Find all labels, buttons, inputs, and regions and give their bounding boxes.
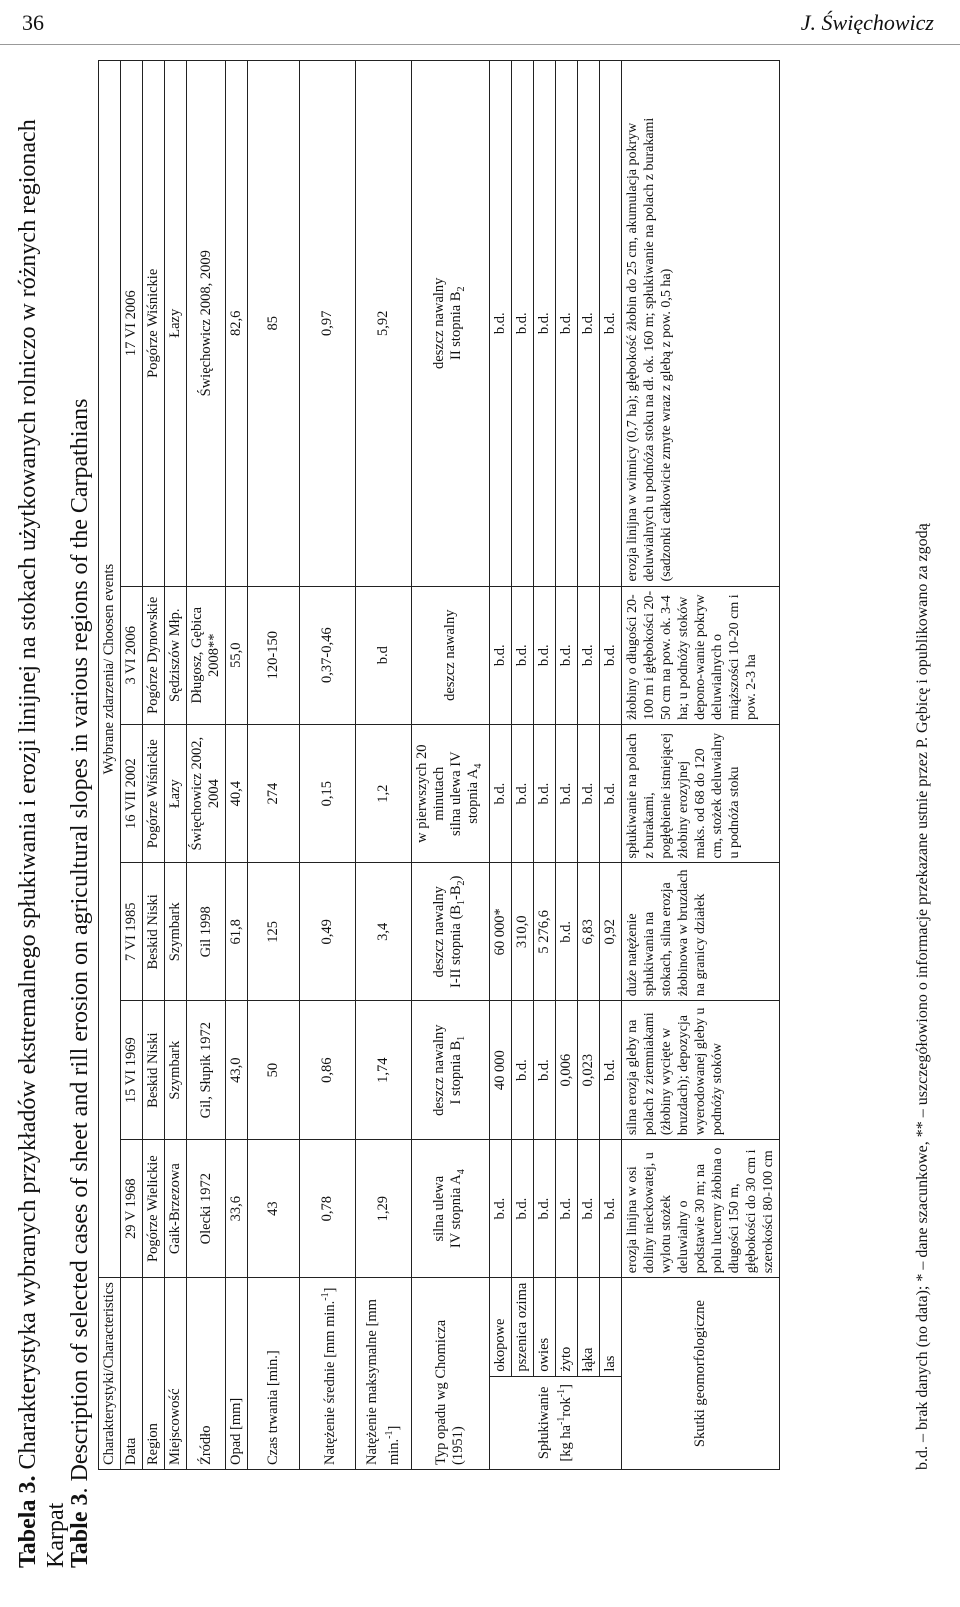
cell: 274 (248, 724, 300, 863)
row-zyto (555, 61, 577, 1470)
cell: 0,78 (300, 1140, 356, 1278)
row-okopowe (489, 61, 511, 1470)
row-typ-opadu (412, 61, 490, 1470)
cell: żłobiny o długości 20-100 m i głębokości 20-50 cm na pow. ok. 3-4 ha; u podnóży stoków depono-wanie pokryw deluwialnych o miąższości 10-20 cm i pow. 2-3 ha (621, 586, 779, 724)
cell: b.d. (577, 724, 599, 863)
cell: b.d. (489, 1140, 511, 1278)
row-label (300, 1278, 356, 1470)
cell: Gaik-Brzezowa (165, 1140, 187, 1278)
cell: 0,92 (599, 863, 621, 1001)
cell: 33,6 (226, 1140, 248, 1278)
header-events: Wybrane zdarzenia/ Choosen events (99, 61, 121, 1278)
crop-label: owies (533, 1278, 555, 1376)
cell: 1,2 (356, 724, 412, 863)
t: -1 (555, 1416, 567, 1425)
cell: 43,0 (226, 1001, 248, 1140)
cell: Pogórze Dynowskie (143, 586, 165, 724)
cell (412, 863, 490, 1001)
title-en-label: Table 3 (67, 1493, 93, 1568)
table-title-pl (14, 58, 70, 1568)
footnote: b.d. – brak danych (no data); * – dane szacunkowe, ** – uszczegółowiono o informacje przekazane ustnie przez P. Gębicę i opublikowano za zgodą (914, 523, 931, 1470)
t: Spłukiwanie (535, 1386, 552, 1460)
cell: erozja linijna w winnicy (0,7 ha); głębokość żłobin do 25 cm, akumulacja pokryw deluwialnych u podnóża stoku na dł. ok. 160 m; spłukiwanie na polach z burakami (sadzonki całkowicie zmyte wraz z glebą z pow. 0,5 ha) (621, 61, 779, 587)
row-zrodlo (187, 61, 226, 1470)
t: ] (557, 1384, 574, 1389)
cell: 0,15 (300, 724, 356, 863)
header-rule (0, 44, 960, 45)
t: IV stopnia A (448, 1174, 464, 1249)
crop-label: żyto (555, 1278, 577, 1376)
label-text: Natężenie średnie [mm min. (321, 1300, 338, 1465)
cell: Święchowicz 2008, 2009 (187, 61, 226, 587)
row-las (599, 61, 621, 1470)
row-opad (226, 61, 248, 1470)
cell: erozja linijna w osi doliny nieckowatej, u wylotu stożek deluwialny o podstawie 30 m; na polu lucerny żłobina o długości 150 m, głębokości do 30 cm i szerokości 80-100 cm (621, 1140, 779, 1278)
row-pszenica (511, 61, 533, 1470)
label-text: Natężenie maksymalne [mm min. (364, 1299, 402, 1465)
t: I stopnia B (448, 1040, 464, 1105)
crop-label: okopowe (489, 1278, 511, 1376)
cell: 5,92 (356, 61, 412, 587)
cell: 1,29 (356, 1140, 412, 1278)
t: 4 (472, 763, 484, 769)
unit-end: ] (385, 1425, 402, 1431)
cell: Łazy (165, 61, 187, 587)
splukiwanie-group-label (489, 1376, 621, 1469)
row-label: Typ opadu wg Chomicza (1951) (412, 1278, 490, 1470)
row-label: Region (143, 1278, 165, 1470)
cell: Szymbark (165, 1001, 187, 1140)
cell: Olecki 1972 (187, 1140, 226, 1278)
cell: 17 VI 2006 (121, 61, 143, 587)
title-pl-label: Tabela 3. (15, 1475, 41, 1568)
cell: b.d. (599, 1140, 621, 1278)
cell: b.d. (511, 586, 533, 724)
title-en-text: . Description of selected cases of sheet and rill erosion on agricultural slopes in various regions of the Carpathians (67, 398, 93, 1494)
t: 1 (455, 900, 467, 906)
cell: deszcz nawalny (412, 586, 490, 724)
cell: 5 276,6 (533, 863, 555, 1001)
row-czas (248, 61, 300, 1470)
row-natezenie-maksymalne (356, 61, 412, 1470)
cell: b.d. (555, 61, 577, 587)
cell: 7 VI 1985 (121, 863, 143, 1001)
header-characteristics: Charakterystyki/Characteristics (99, 1278, 121, 1470)
cell: b.d. (599, 1001, 621, 1140)
t: I-II stopnia (B (448, 905, 464, 988)
cell: Długosz, Gębica 2008** (187, 586, 226, 724)
cell: Łazy (165, 724, 187, 863)
row-label: Czas trwania [min.] (248, 1278, 300, 1470)
cell: b.d. (511, 724, 533, 863)
cell: 29 V 1968 (121, 1140, 143, 1278)
t: II stopnia B (448, 291, 464, 360)
cell: 0,006 (555, 1001, 577, 1140)
row-label: Miejscowość (165, 1278, 187, 1470)
cell: duże natężenie spłukiwania na stokach, silna erozja żłobinowa w bruzdach na granicy działek (621, 863, 779, 1001)
crop-label: pszenica ozima (511, 1278, 533, 1376)
cell: b.d. (511, 61, 533, 587)
running-author: J. Święchowicz (800, 10, 934, 35)
cell: b.d. (599, 724, 621, 863)
t: -B (448, 885, 464, 901)
cell: Święchowicz 2002, 2004 (187, 724, 226, 863)
cell: 55,0 (226, 586, 248, 724)
cell (412, 724, 490, 863)
cell: 0,023 (577, 1001, 599, 1140)
cell: b.d. (533, 724, 555, 863)
cell: 43 (248, 1140, 300, 1278)
t: deszcz nawalny (431, 1024, 447, 1116)
cell: 0,37-0,46 (300, 586, 356, 724)
cell: b.d. (533, 586, 555, 724)
cell: b.d. (555, 863, 577, 1001)
row-label: Źródło (187, 1278, 226, 1470)
t: 4 (455, 1169, 467, 1175)
cell: b.d. (489, 586, 511, 724)
cell: 16 VII 2002 (121, 724, 143, 863)
cell: b.d. (577, 1140, 599, 1278)
cell: 82,6 (226, 61, 248, 587)
cell: b.d. (511, 1001, 533, 1140)
cell: 40,4 (226, 724, 248, 863)
cell: Szymbark (165, 863, 187, 1001)
title-pl-text: Charakterystyka wybranych przykładów ekstremalnego spłukiwania i erozji linijnej na stokach użytkowanych rolniczo w różnych regionach Karpat (15, 119, 69, 1568)
t: ) (448, 875, 464, 881)
row-owies (533, 61, 555, 1470)
cell: Beskid Niski (143, 1001, 165, 1140)
cell: b.d. (555, 586, 577, 724)
crop-label: łąka (577, 1278, 599, 1376)
cell: 15 VI 1969 (121, 1001, 143, 1140)
cell: 85 (248, 61, 300, 587)
row-skutki (621, 61, 779, 1470)
cell (412, 61, 490, 587)
crop-label: las (599, 1278, 621, 1376)
row-label: Skutki geomorfologiczne (621, 1278, 779, 1470)
table-title-en (66, 58, 94, 1568)
cell: Gil 1998 (187, 863, 226, 1001)
cell: b.d. (599, 61, 621, 587)
row-miejscowosc (165, 61, 187, 1470)
cell: b.d. (489, 724, 511, 863)
row-label: Data (121, 1278, 143, 1470)
cell: 1,74 (356, 1001, 412, 1140)
cell (412, 1140, 490, 1278)
cell: silna erozja gleby na polach z ziemniakami (żłobiny wycięte w bruzdach); depozycja wyerodowanej gleby u podnóży stoków (621, 1001, 779, 1140)
cell: b.d. (489, 61, 511, 587)
rotated-content (14, 58, 934, 1568)
t: rok (557, 1397, 574, 1417)
cell: 0,86 (300, 1001, 356, 1140)
cell: Pogórze Wiśnickie (143, 724, 165, 863)
cell: 0,97 (300, 61, 356, 587)
row-natezenie-srednie (300, 61, 356, 1470)
t: 1 (455, 1035, 467, 1041)
unit-sup: -1 (384, 1430, 396, 1439)
cell: b.d. (599, 586, 621, 724)
cell: spłukiwanie na polach z burakami, pogłębienie istniejącej żłobiny erozyjnej maks. od 68 do 120 cm, stożek deluwialny u podnóża stoku (621, 724, 779, 863)
row-region (143, 61, 165, 1470)
t: -1 (555, 1388, 567, 1398)
page-number: 36 (22, 10, 44, 35)
cell (412, 1001, 490, 1140)
cell: Pogórze Wielickie (143, 1140, 165, 1278)
row-label: Opad [mm] (226, 1278, 248, 1470)
cell: Sędziszów Młp. (165, 586, 187, 724)
row-label (356, 1278, 412, 1470)
cell: b.d. (577, 61, 599, 587)
cell: 60 000* (489, 863, 511, 1001)
cell: b.d. (511, 1140, 533, 1278)
cell: 40 000 (489, 1001, 511, 1140)
cell: b.d. (533, 1140, 555, 1278)
cell: 3 VI 2006 (121, 586, 143, 724)
cell: 61,8 (226, 863, 248, 1001)
t: 2 (455, 286, 467, 292)
t: [kg ha (557, 1424, 574, 1462)
cell: Gil, Słupik 1972 (187, 1001, 226, 1140)
t: silna ulewa (431, 1175, 447, 1242)
cell: 120-150 (248, 586, 300, 724)
unit-end: ] (321, 1287, 338, 1293)
t: deszcz nawalny (431, 886, 447, 978)
cell: 3,4 (356, 863, 412, 1001)
cell: b.d. (577, 586, 599, 724)
cell: b.d. (533, 1001, 555, 1140)
unit-sup: -1 (319, 1292, 331, 1301)
cell: 50 (248, 1001, 300, 1140)
t: w pierwszych 20 minutach (414, 744, 447, 843)
cell: 125 (248, 863, 300, 1001)
cell: 6,83 (577, 863, 599, 1001)
t: 2 (455, 880, 467, 886)
cell: b.d (356, 586, 412, 724)
cell: 310,0 (511, 863, 533, 1001)
t: silna ulewa IV stopnia A (448, 751, 481, 836)
data-table (98, 60, 780, 1470)
t: deszcz nawalny (431, 277, 447, 369)
row-data (121, 61, 143, 1470)
cell: b.d. (555, 724, 577, 863)
table-header-row (99, 61, 121, 1470)
cell: 0,49 (300, 863, 356, 1001)
row-laka (577, 61, 599, 1470)
cell: Beskid Niski (143, 863, 165, 1001)
cell: b.d. (533, 61, 555, 587)
cell: Pogórze Wiśnickie (143, 61, 165, 587)
cell: b.d. (555, 1140, 577, 1278)
